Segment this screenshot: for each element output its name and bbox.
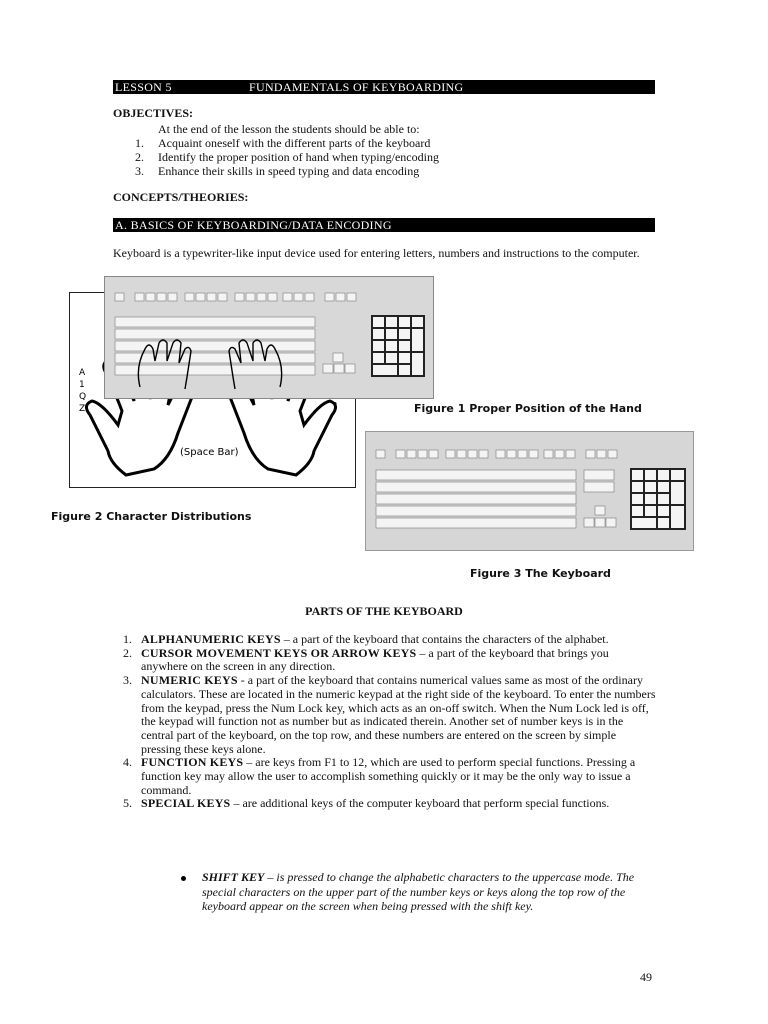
- bullet-icon: [181, 876, 186, 881]
- page-number: 49: [640, 970, 652, 984]
- objectives-list: [135, 136, 439, 178]
- lesson-header-bar: [113, 80, 655, 94]
- parts-heading: PARTS OF THE KEYBOARD: [305, 604, 463, 618]
- parts-item-function: 4. FUNCTION KEYS – are keys from F1 to 12, which are used to perform special functions. Pressing a function key may allow the user to accomplish something quickly or it may be the only way to issue a command.: [135, 756, 658, 797]
- figure-3-caption: Figure 3 The Keyboard: [470, 567, 611, 580]
- lesson-number: LESSON 5: [115, 80, 172, 94]
- parts-item-special: 5. SPECIAL KEYS – are additional keys of the computer keyboard that perform special functions.: [135, 797, 658, 811]
- section-a-title: A. BASICS OF KEYBOARDING/DATA ENCODING: [115, 218, 392, 232]
- question-mark-label: ?: [332, 401, 338, 412]
- parts-item-alphanumeric: 1. ALPHANUMERIC KEYS – a part of the keyboard that contains the characters of the alphabet.: [135, 633, 658, 647]
- figure-3-keyboard: [365, 431, 694, 551]
- shift-key-item: [202, 870, 657, 914]
- svg-text:A: A: [79, 368, 86, 378]
- objective-item: 1. Acquaint oneself with the different parts of the keyboard: [135, 136, 431, 150]
- concepts-heading: CONCEPTS/THEORIES:: [113, 190, 249, 204]
- parts-list: [113, 633, 658, 811]
- parts-item-cursor: 2. CURSOR MOVEMENT KEYS OR ARROW KEYS – a part of the keyboard that brings you anywhere on the screen in any direction.: [135, 647, 658, 674]
- objectives-intro: At the end of the lesson the students should be able to:: [158, 122, 420, 136]
- svg-text:Z: Z: [79, 404, 86, 414]
- lesson-title: FUNDAMENTALS OF KEYBOARDING: [249, 80, 464, 94]
- shift-key-term: SHIFT KEY: [202, 870, 265, 884]
- section-a-bar: [113, 218, 655, 232]
- svg-text:1: 1: [79, 380, 85, 390]
- space-bar-label: (Space Bar): [180, 447, 239, 458]
- objectives-heading: OBJECTIVES:: [113, 106, 194, 120]
- figure-2-caption: Figure 2 Character Distributions: [51, 510, 252, 523]
- svg-text:Q: Q: [79, 392, 87, 402]
- parts-item-numeric: 3. NUMERIC KEYS - a part of the keyboard that contains numerical values same as most of the ordinary calculators. These are located in the numeric keypad at the right side of the keyboard. To enter the numbers from the keypad, press the Num Lock key, which acts as an on-off switch. When the Num Lock led is off, the keypad will function not as number but as indicated therein. Another set of number keys is in the central part of the keyboard, on the top row, and these numbers are entered on the screen by simple pressing these keys alone.: [135, 674, 658, 756]
- objective-item: 3. Enhance their skills in speed typing and data encoding: [135, 164, 420, 178]
- objective-item: 2. Identify the proper position of hand when typing/encoding: [135, 150, 439, 164]
- intro-paragraph: Keyboard is a typewriter-like input device used for entering letters, numbers and instructions to the computer.: [113, 246, 640, 260]
- figure-1-keyboard-hands: [104, 276, 434, 399]
- left-character-column: [79, 368, 86, 414]
- figure-1-caption: Figure 1 Proper Position of the Hand: [414, 402, 642, 415]
- keyboard-photo-1: [105, 277, 433, 398]
- shift-key-desc: – is pressed to change the alphabetic characters to the uppercase mode. The special characters on the upper part of the number keys or keys along the top row of the keyboard appear on the screen when being pressed with the shift key.: [202, 870, 635, 913]
- keyboard-photo-3: [366, 432, 693, 550]
